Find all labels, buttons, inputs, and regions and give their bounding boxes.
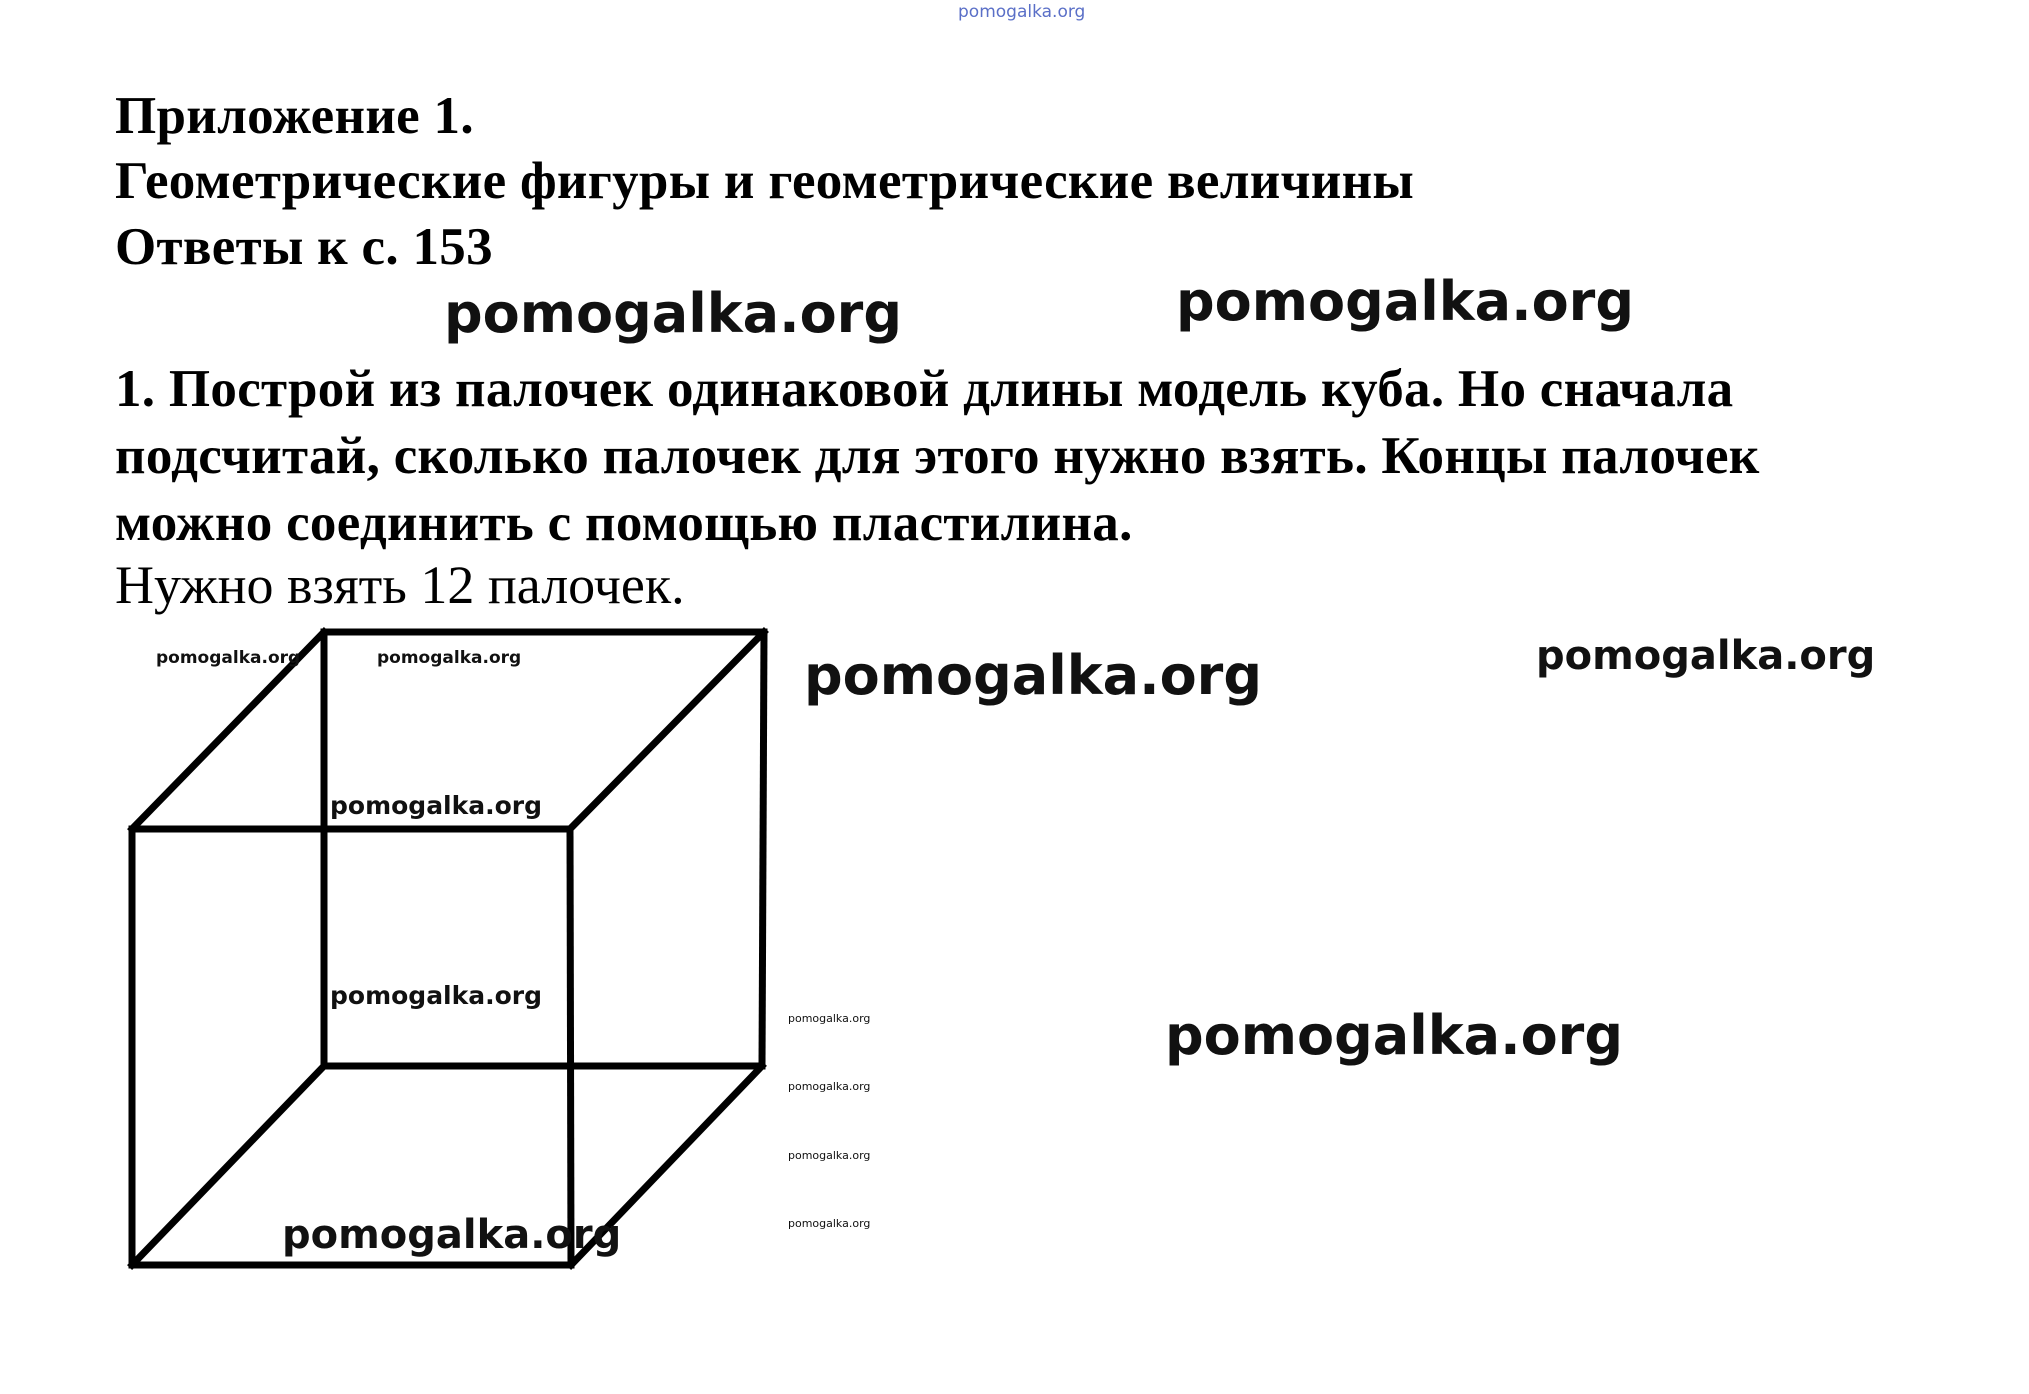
section-title: Геометрические фигуры и геометрические величины (115, 152, 1415, 210)
cube-edge (762, 632, 764, 1066)
watermark: pomogalka.org (788, 1080, 871, 1093)
watermark: pomogalka.org (1165, 1004, 1623, 1067)
task-line: можно соединить с помощью пластилина. (115, 494, 1133, 552)
watermark: pomogalka.org (330, 981, 543, 1010)
cube-edge (570, 632, 764, 829)
watermark: pomogalka.org (804, 644, 1262, 707)
watermark: pomogalka.org (444, 282, 902, 345)
watermark: pomogalka.org (788, 1012, 871, 1025)
watermark: pomogalka.org (1536, 633, 1876, 679)
watermark: pomogalka.org (330, 791, 543, 820)
task-line: подсчитай, сколько палочек для этого нужно взять. Концы палочек (115, 427, 1760, 485)
watermark: pomogalka.org (377, 648, 522, 668)
watermark: pomogalka.org (1176, 270, 1634, 333)
task-line: 1. Построй из палочек одинаковой длины модель куба. Но сначала (115, 360, 1734, 418)
watermark: pomogalka.org (156, 648, 301, 668)
appendix-title: Приложение 1. (115, 87, 474, 145)
watermark: pomogalka.org (788, 1217, 871, 1230)
watermark: pomogalka.org (282, 1212, 622, 1258)
answer-text: Нужно взять 12 палочек. (115, 555, 685, 615)
answers-page-title: Ответы к с. 153 (115, 218, 493, 276)
cube-edge (570, 829, 571, 1265)
watermark: pomogalka.org (788, 1149, 871, 1162)
header-watermark: pomogalka.org (958, 2, 1086, 22)
